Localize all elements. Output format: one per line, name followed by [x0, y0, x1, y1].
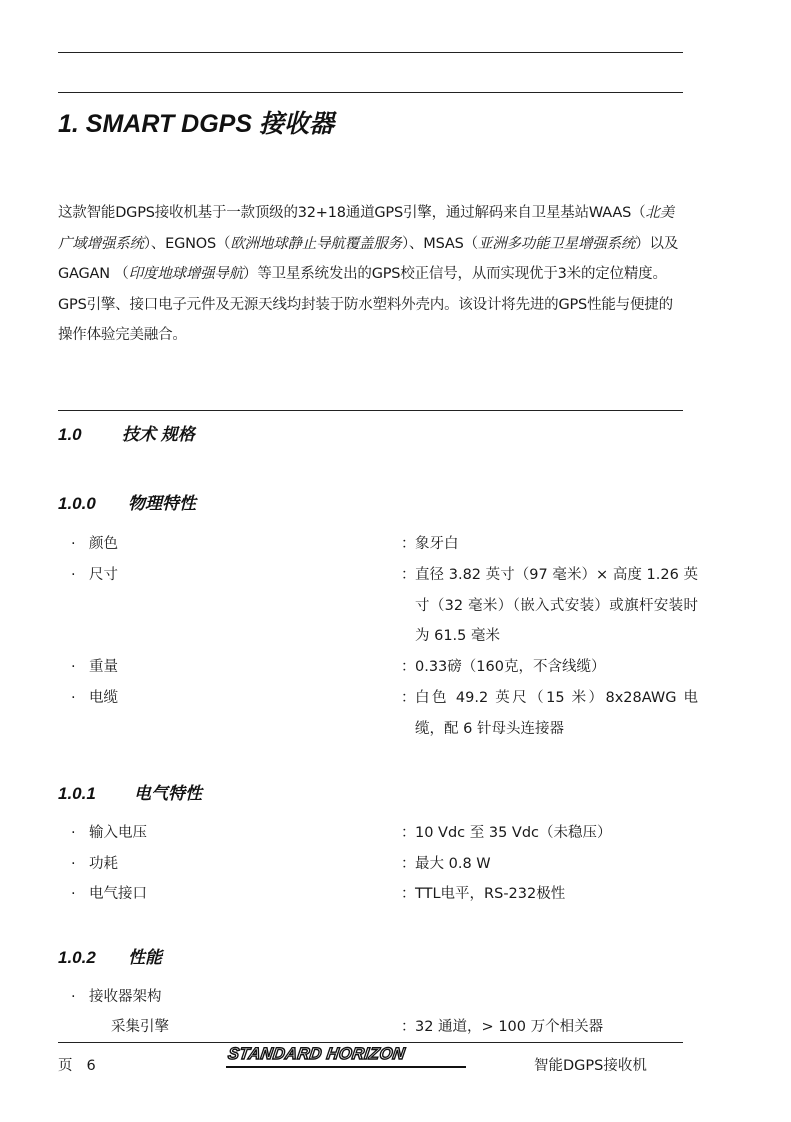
- footer-product-name: 智能DGPS接收机: [534, 1058, 647, 1074]
- spec-label: 尺寸: [89, 567, 118, 583]
- bullet: ·: [71, 825, 76, 841]
- bullet: ·: [71, 536, 76, 552]
- spec-label: 功耗: [89, 856, 118, 872]
- footer-page-number: [58, 1054, 96, 1075]
- section-number: 1.0.2: [58, 948, 96, 967]
- section-heading-1-0: [58, 420, 195, 445]
- page-number: 6: [86, 1058, 96, 1074]
- section-number: 1.0.0: [58, 494, 96, 513]
- section-title: 技术 规格: [122, 425, 195, 444]
- section-title: 电气特性: [134, 784, 202, 803]
- brand-logo-underline: [226, 1066, 466, 1068]
- bullet: ·: [71, 856, 76, 872]
- spec-value: 直径 3.82 英寸（97 毫米）× 高度 1.26 英寸（32 毫米）（嵌入式安装）或旗杆安装时为 61.5 毫米: [415, 567, 698, 644]
- spec-value: TTL电平，RS-232极性: [415, 886, 566, 902]
- spec-label: 重量: [89, 659, 118, 675]
- spec-value: 象牙白: [415, 536, 459, 552]
- spec-colon: ：: [401, 886, 416, 902]
- page-title: 1. SMART DGPS 接收器: [58, 110, 334, 138]
- intro-text-3: ）、MSAS（: [401, 235, 478, 252]
- spec-colon: ：: [401, 536, 416, 552]
- intro-em-waas: 北美广域增强系统: [58, 205, 674, 252]
- spec-colon: ：: [401, 856, 416, 872]
- spec-label: 接收器架构: [89, 989, 162, 1005]
- spec-value: 10 Vdc 至 35 Vdc（未稳压）: [415, 825, 612, 841]
- section-title: 性能: [128, 948, 162, 967]
- spec-label: 电缆: [89, 690, 118, 706]
- bullet: ·: [71, 886, 76, 902]
- intro-em-gagan: 印度地球增强导航: [128, 266, 244, 282]
- intro-text-5: ）等卫星系统发出的GPS校正信号，从而实现优于3米的定位精度。GPS引擎、接口电子元件及无源天线均封装于防水塑料外壳内。该设计将先进的GPS性能与便捷的操作体验完美融合。: [58, 266, 673, 343]
- header-rule-top: [58, 52, 683, 53]
- spec-value: 32 通道，> 100 万个相关器: [415, 1019, 604, 1035]
- intro-text-2: ）、EGNOS（: [143, 235, 231, 252]
- spec-label: 颜色: [89, 536, 118, 552]
- spec-label: 输入电压: [89, 825, 147, 841]
- spec-value: 0.33磅（160克，不含线缆）: [415, 659, 606, 675]
- footer-rule: [58, 1042, 683, 1043]
- intro-em-msas: 亚洲多功能卫星增强系统: [477, 235, 636, 252]
- spec-value: 白色 49.2 英尺（15 米）8x28AWG 电缆，配 6 针母头连接器: [415, 690, 698, 737]
- section-heading-1-0-1: [58, 779, 202, 804]
- section-heading-1-0-0: [58, 489, 196, 514]
- section-rule: [58, 410, 683, 411]
- brand-logo: STANDARD HORIZON: [226, 1045, 407, 1063]
- section-heading-1-0-2: [58, 943, 162, 968]
- spec-colon: ：: [401, 659, 416, 675]
- header-rule-bottom: [58, 92, 683, 93]
- page-label: 页: [58, 1058, 73, 1074]
- spec-colon: ：: [401, 690, 416, 706]
- spec-label: 采集引擎: [111, 1019, 169, 1035]
- spec-colon: ：: [401, 1019, 416, 1035]
- spec-colon: ：: [401, 825, 416, 841]
- intro-paragraph: [58, 198, 686, 351]
- section-title: 物理特性: [128, 494, 196, 513]
- bullet: ·: [71, 690, 76, 706]
- intro-text-4: ）以及GAGAN （: [58, 235, 679, 282]
- bullet: ·: [71, 989, 76, 1005]
- spec-colon: ：: [401, 567, 416, 583]
- section-number: 1.0: [58, 425, 82, 444]
- section-number: 1.0.1: [58, 784, 96, 803]
- bullet: ·: [71, 567, 76, 583]
- intro-text-1: 这款智能DGPS接收机基于一款顶级的32+18通道GPS引擎，通过解码来自卫星基站WAAS（: [58, 205, 646, 221]
- spec-label: 电气接口: [89, 886, 147, 902]
- spec-value: 最大 0.8 W: [415, 856, 491, 872]
- bullet: ·: [71, 659, 76, 675]
- intro-em-egnos: 欧洲地球静止导航覆盖服务: [230, 235, 402, 252]
